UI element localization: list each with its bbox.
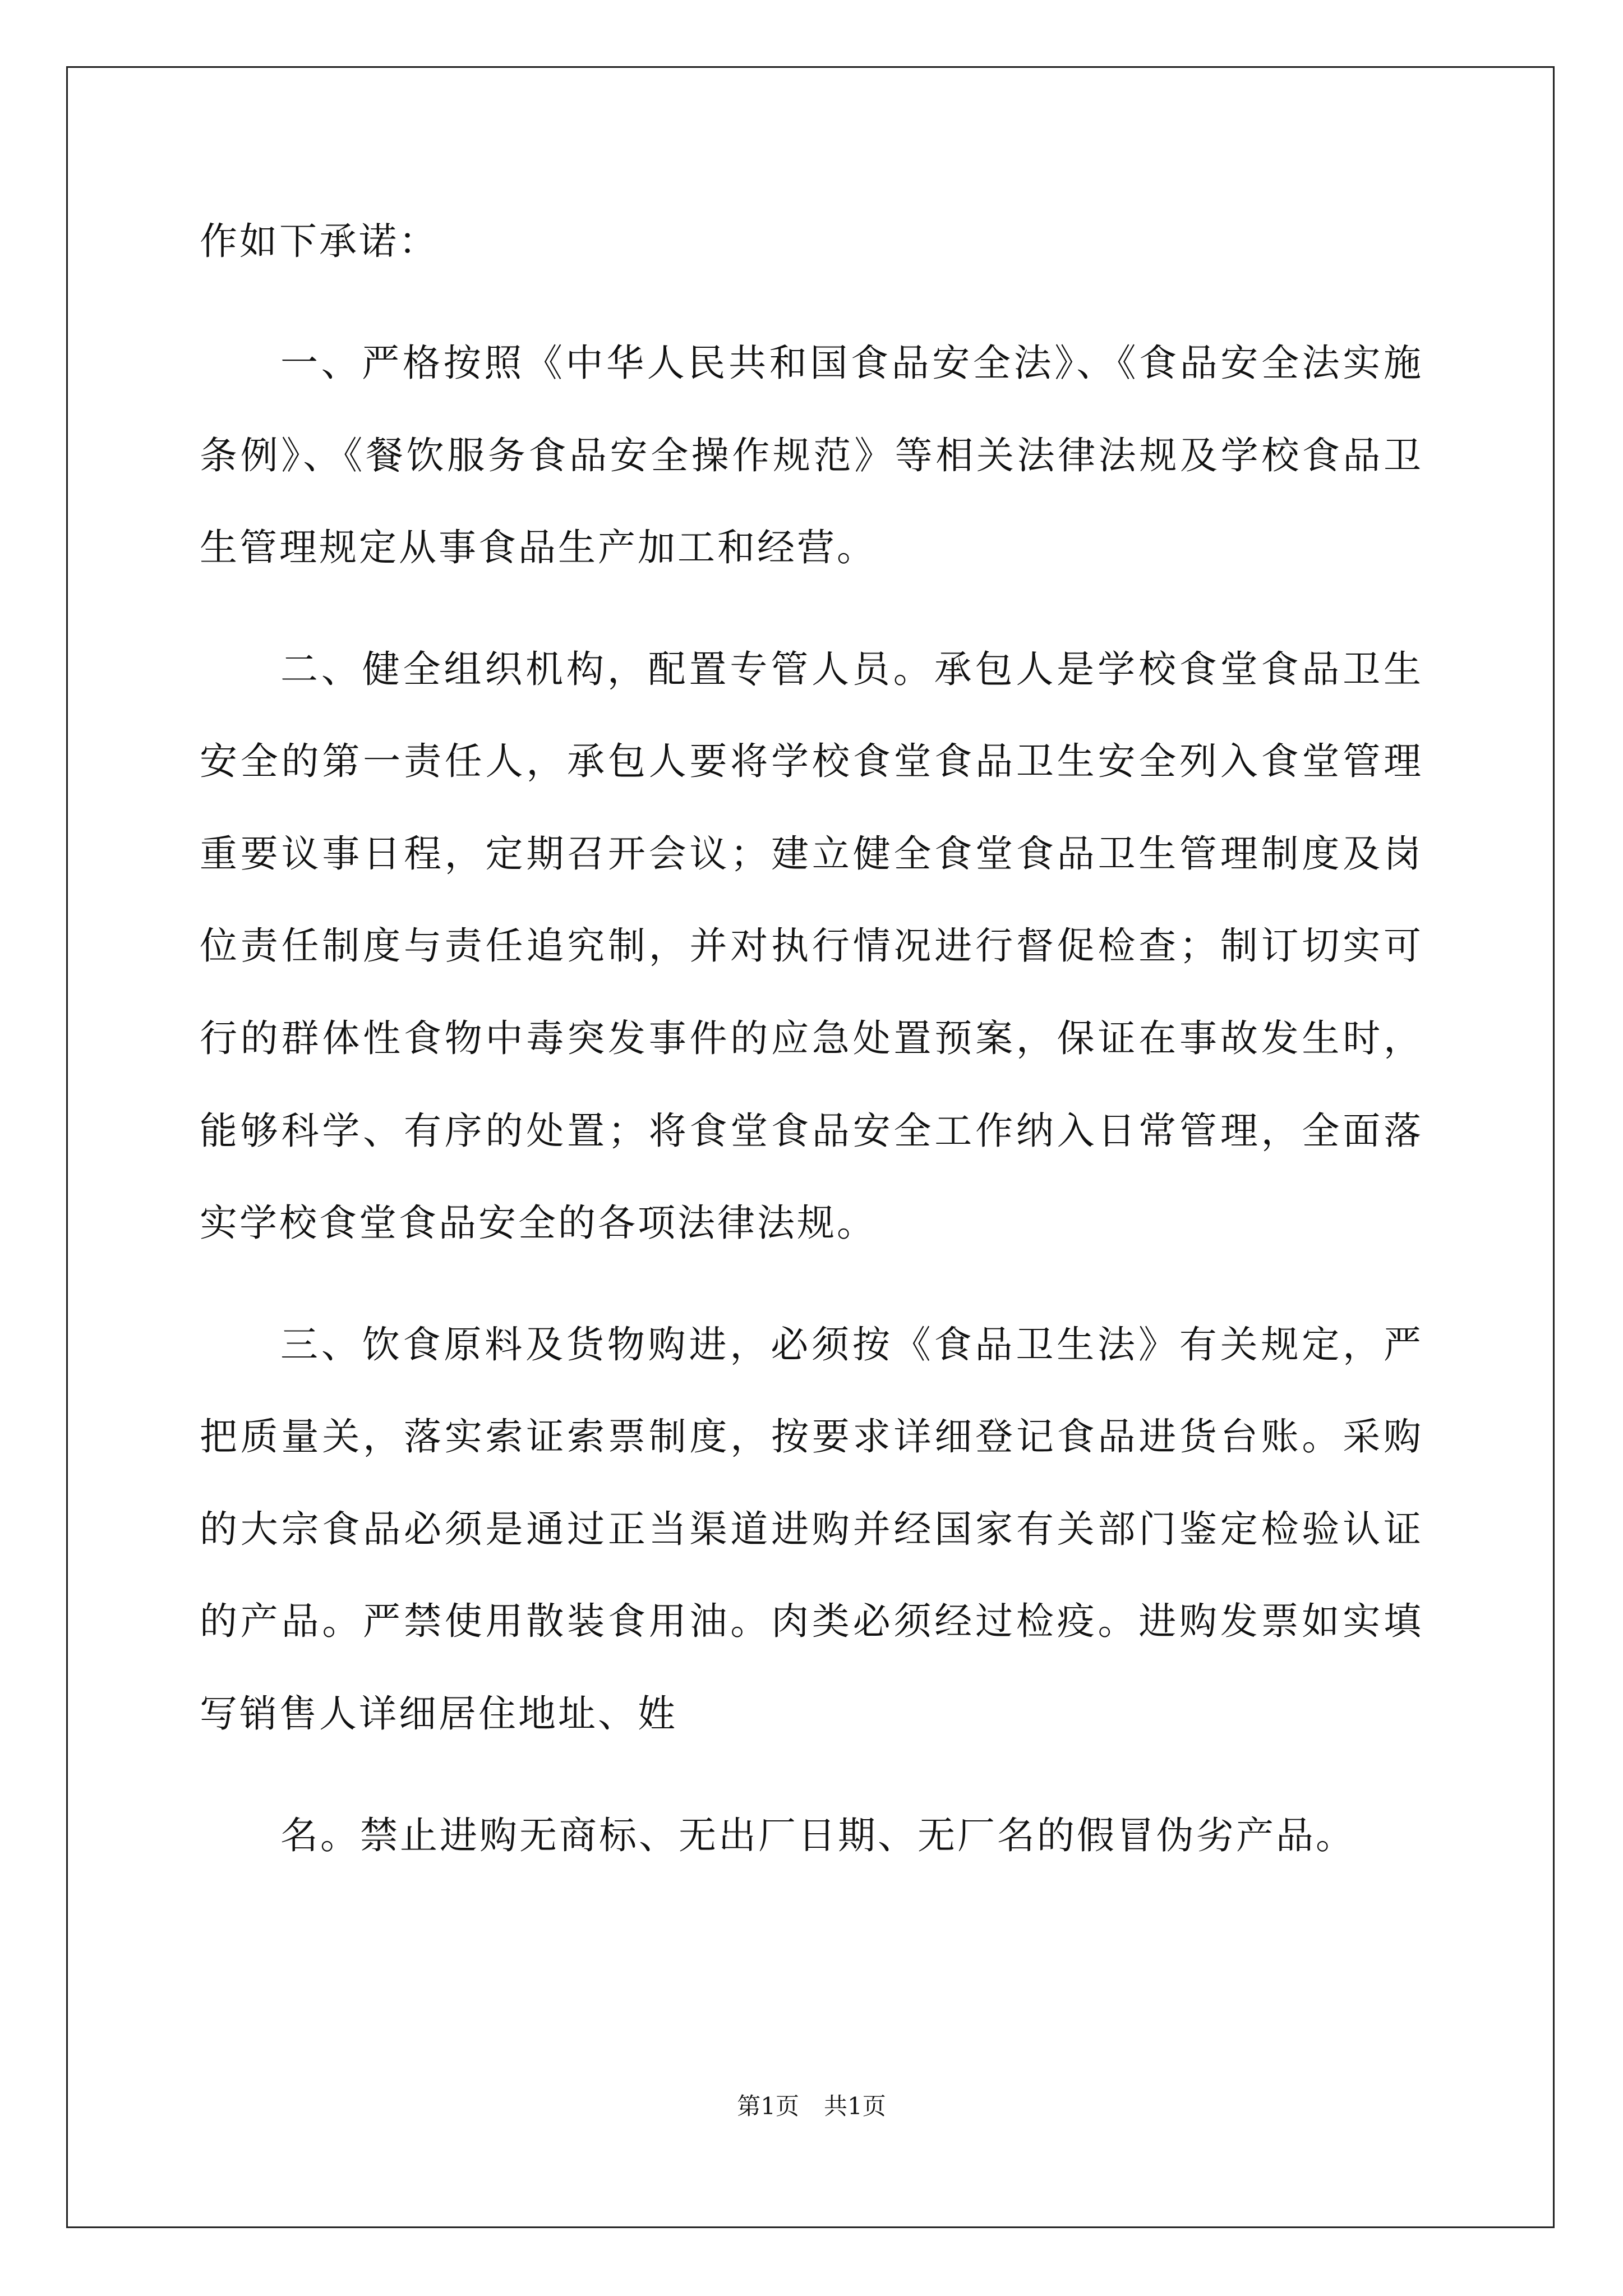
text-line: 三、饮食原料及货物购进，必须按《食品卫生法》有关规定，严 [280,1323,1423,1366]
page-number-current: 第1页 [737,2092,799,2120]
text-line: 的产品。严禁使用散装食用油。肉类必须经过检疫。进购发票如实填 [200,1599,1423,1643]
text-line: 位责任制度与责任追究制，并对执行情况进行督促检查；制订切实可 [200,924,1423,968]
text-line: 行的群体性食物中毒突发事件的应急处置预案，保证在事故发生时， [200,1016,1423,1060]
text-line: 名。禁止进购无商标、无出厂日期、无厂名的假冒伪劣产品。 [280,1814,1355,1857]
text-line: 二、健全组织机构，配置专管人员。承包人是学校食堂食品卫生 [280,647,1423,691]
page-number-total: 共1页 [824,2092,886,2120]
text-line: 能够科学、有序的处置；将食堂食品安全工作纳入日常管理，全面落 [200,1109,1423,1153]
text-line: 条例》、《餐饮服务食品安全操作规范》等相关法律法规及学校食品卫 [200,434,1423,477]
text-line: 作如下承诺： [200,219,439,263]
text-line: 重要议事日程，定期召开会议；建立健全食堂食品卫生管理制度及岗 [200,832,1423,876]
text-line: 实学校食堂食品安全的各项法律法规。 [200,1201,877,1245]
text-line: 把质量关，落实索证索票制度，按要求详细登记食品进货台账。采购 [200,1415,1423,1458]
text-line: 安全的第一责任人，承包人要将学校食堂食品卫生安全列入食堂管理 [200,739,1423,783]
page-footer [0,2090,1623,2123]
text-line: 的大宗食品必须是通过正当渠道进购并经国家有关部门鉴定检验认证 [200,1507,1423,1551]
text-line: 一、严格按照《中华人民共和国食品安全法》、《食品安全法实施 [280,341,1423,385]
text-line: 写销售人详细居住地址、姓 [200,1692,677,1736]
text-line: 生管理规定从事食品生产加工和经营。 [200,526,877,569]
